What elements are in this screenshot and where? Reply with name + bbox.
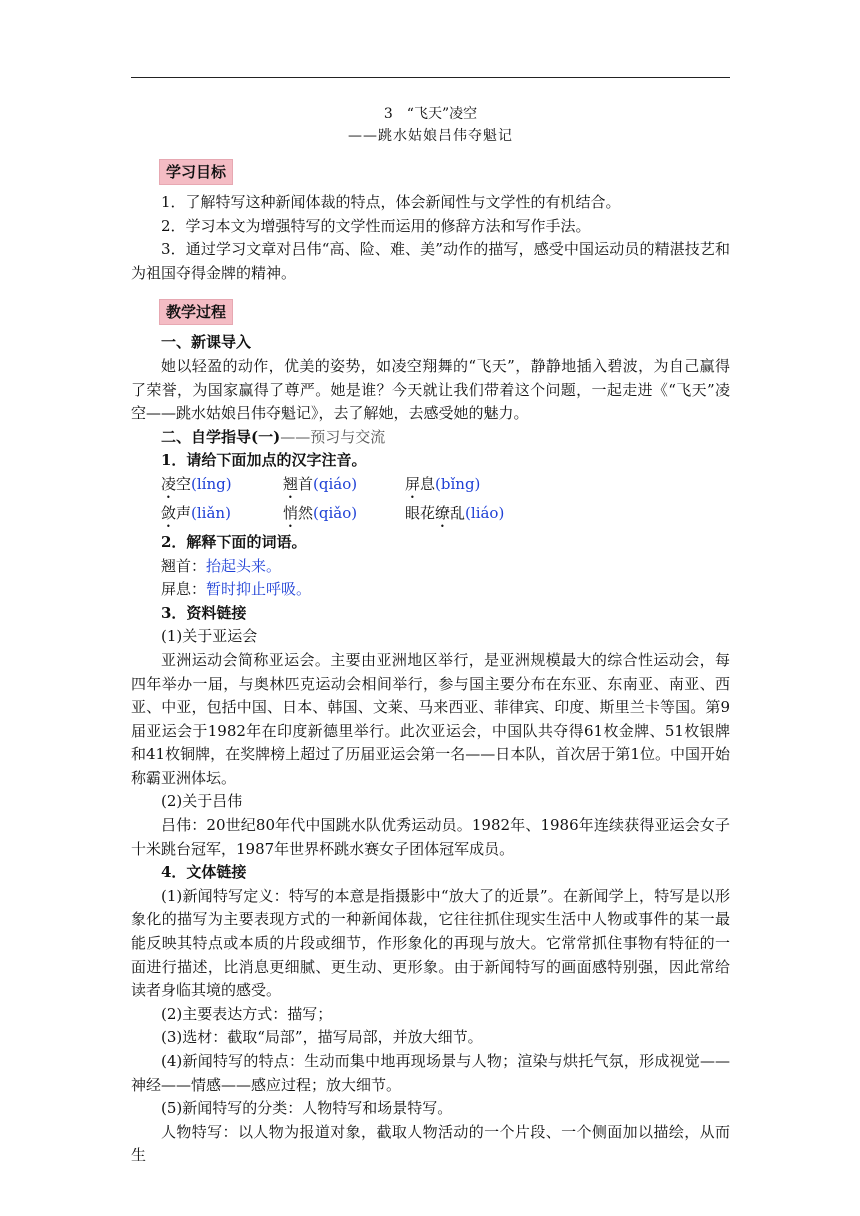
q3-text1: 亚洲运动会简称亚运会。主要由亚洲地区举行，是亚洲规模最大的综合性运动会，每四年举办一届，与奥林匹克运动会相间举行，参与国主要分布在东亚、东南亚、南亚、西亚、中亚，包括中国、日本、韩国、文莱、马来西亚、菲律宾、印度、斯里兰卡等国。第9届亚运会于1982年在印度新德里举行。此次亚运会，中国队共夺得61枚金牌、51枚银牌和41枚铜牌，在奖牌榜上超过了历届亚运会第一名——日本队，首次居于第1位。中国开始称霸亚洲体坛。 [131,650,730,787]
dotted-char: 凌 [161,474,177,493]
pinyin-item [405,502,605,531]
word-start: 眼花 [405,503,436,522]
pinyin-answer: (liǎn) [191,503,231,522]
dotted-char: 屏 [405,474,421,493]
word-rest: 声 [176,503,192,522]
word-rest: 然 [298,503,314,522]
objectives-tag-wrap [131,159,730,185]
q4-item-2: (2)主要表达方式：描写； [161,1004,333,1023]
objectives-tag: 学习目标 [159,159,233,185]
pinyin-item [283,473,405,502]
q4-item-1: (1)新闻特写定义：特写的本意是指摄影中“放大了的近景”。在新闻学上，特写是以形象化的描写为主要表现方式的一种新闻体裁，它往往抓住现实生活中人物或事件的某一最能反映其特点或本质的片段或细节，作形象化的再现与放大。它常常抓住事物有特征的一面进行描述，比消息更细腻、更生动、更形象。由于新闻特写的画面感特别强，因此常给读者身临其境的感受。 [131,886,730,1000]
definition-term: 翘首： [161,556,207,575]
word-rest: 空 [176,474,192,493]
definition-meaning: 抬起头来。 [206,556,282,575]
dotted-char: 缭 [435,503,451,522]
intro-heading: 一、新课导入 [161,333,252,352]
objective-item-1: 1．了解特写这种新闻体裁的特点，体会新闻性与文学性的有机结合。 [161,193,621,211]
definition-meaning: 暂时抑止呼吸。 [206,580,312,599]
q3-sub2: (2)关于吕伟 [161,792,243,811]
definition-term: 屏息： [161,580,207,599]
lesson-subtitle: ——跳水姑娘吕伟夺魁记 [348,128,513,144]
intro-text: 她以轻盈的动作，优美的姿势，如凌空翔舞的“飞天”，静静地插入碧波，为自己赢得了荣誉，为国家赢得了尊严。她是谁？今天就让我们带着这个问题，一起走进《“飞天”凌空——跳水姑娘吕伟夺魁记》，去了解她，去感受她的魅力。 [131,356,730,423]
header-rule [131,77,730,78]
pinyin-answer: (qiǎo) [313,503,358,522]
pinyin-answer: (qiáo) [313,474,358,493]
word-rest: 首 [298,474,314,493]
dotted-char: 敛 [161,503,177,522]
objective-item-2: 2．学习本文为增强特写的文学性而运用的修辞方法和写作手法。 [161,216,591,235]
q4-item-4: (4)新闻特写的特点：生动而集中地再现场景与人物；渲染与烘托气氛，形成视觉——神经——情感——感应过程；放大细节。 [131,1052,730,1094]
word-rest: 乱 [450,503,466,522]
selfstudy-heading [131,426,730,450]
q3-text2: 吕伟：20世纪80年代中国跳水队优秀运动员。1982年、1986年连续获得亚运会女子十米跳台冠军，1987年世界杯跳水赛女子团体冠军成员。 [131,816,730,858]
selfstudy-heading-label: 二、自学指导(一) [161,427,281,446]
q3-heading: 3．资料链接 [161,603,247,622]
pinyin-item [161,473,283,502]
q4-heading: 4．文体链接 [161,863,247,882]
pinyin-row-2 [131,502,730,531]
q1-heading: 1．请给下面加点的汉字注音。 [161,451,367,470]
selfstudy-heading-sub: ——预习与交流 [280,427,386,446]
objective-item-3: 3．通过学习文章对吕伟“高、险、难、美”动作的描写，感受中国运动员的精湛技艺和为祖国夺得金牌的精神。 [131,240,730,282]
word-rest: 息 [420,474,436,493]
document-body [131,103,730,1168]
q3-sub1: (1)关于亚运会 [161,627,258,646]
q2-heading: 2．解释下面的词语。 [161,532,307,551]
pinyin-item [283,502,405,531]
dotted-char: 翘 [283,474,299,493]
pinyin-item [405,473,605,502]
pinyin-item [161,502,283,531]
definition-1 [131,555,730,579]
definition-2 [131,578,730,602]
q4-item-5: (5)新闻特写的分类：人物特写和场景特写。 [161,1099,453,1118]
pinyin-answer: (bǐng) [435,474,481,493]
pinyin-answer: (líng) [191,474,232,493]
pinyin-row-1 [131,473,730,502]
lesson-title: 3 “飞天”凌空 [383,106,478,122]
dotted-char: 悄 [283,503,299,522]
q4-item-6: 人物特写：以人物为报道对象，截取人物活动的一个片段、一个侧面加以描绘，从而生 [131,1122,730,1165]
process-tag: 教学过程 [159,299,233,325]
pinyin-answer: (liáo) [465,503,505,522]
process-tag-wrap [131,299,730,325]
q4-item-3: (3)选材：截取“局部”，描写局部，并放大细节。 [161,1028,483,1047]
